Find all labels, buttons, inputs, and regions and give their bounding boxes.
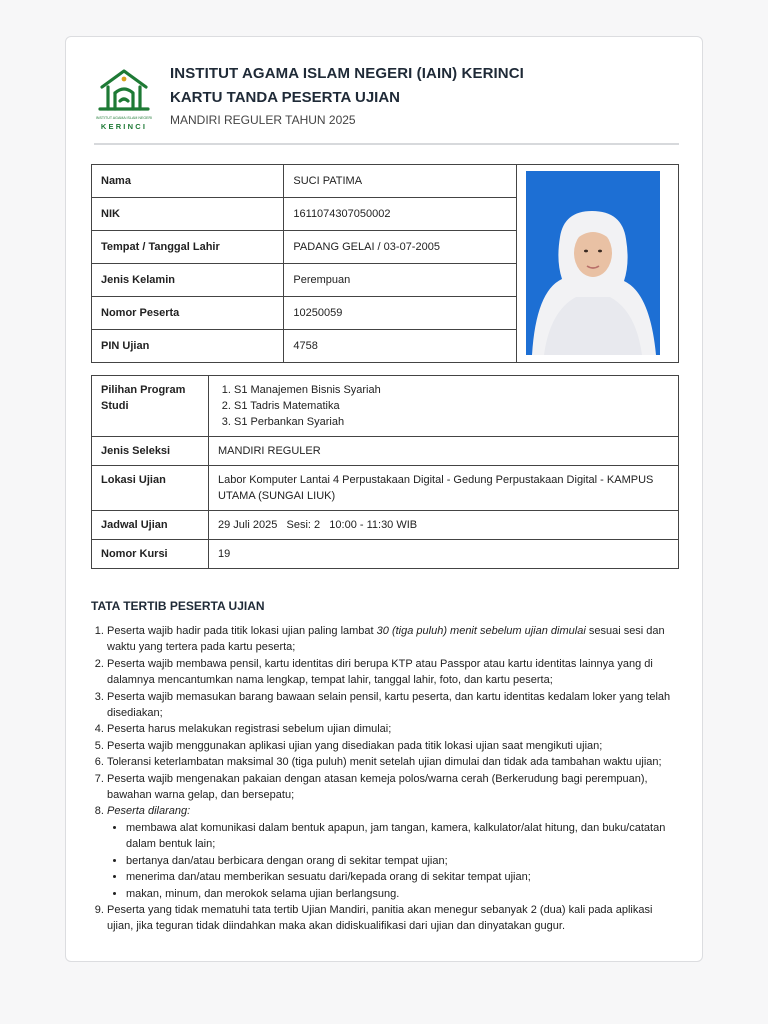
list-item: 7. Peserta wajib mengenakan pakaian dengan atasan kemeja polos/warna cerah (Berkerudung bagi perempuan), bawahan warna gelap, dan bersepatu; (107, 771, 681, 804)
participant-photo (526, 171, 660, 355)
rules-list (91, 623, 681, 935)
list-item (107, 803, 681, 901)
rules-title: TATA TERTIB PESERTA UJIAN (91, 599, 265, 613)
field-value: PADANG GELAI / 03-07-2005 (284, 231, 517, 264)
photo-cell (517, 165, 679, 363)
logo-small-text: INSTITUT AGAMA ISLAM NEGERI (95, 116, 153, 120)
list-item: 2. Peserta wajib membawa pensil, kartu identitas diri berupa KTP atau Passpor atau kartu identitas lainnya yang di dalamnya mencantumkan nama lengkap, tempat lahir, tanggal lahir, foto, dan kartu peserta; (107, 656, 681, 689)
list-item: 5. Peserta wajib menggunakan aplikasi ujian yang disediakan pada titik lokasi ujian saat mengikuti ujian; (107, 738, 681, 754)
field-value: 19 (209, 540, 679, 569)
list-item: 1. S1 Manajemen Bisnis Syariah (234, 382, 669, 398)
field-label: Nama (92, 165, 284, 198)
institution-title: INSTITUT AGAMA ISLAM NEGERI (IAIN) KERINCI (170, 65, 524, 82)
table-row (92, 540, 679, 569)
card-header (94, 61, 679, 145)
table-row (92, 376, 679, 437)
table-row (92, 165, 679, 198)
list-item: 2. S1 Tadris Matematika (234, 398, 669, 414)
field-label: Jenis Kelamin (92, 264, 284, 297)
rule-emphasis: 30 (tiga puluh) menit sebelum ujian dimulai (376, 625, 586, 637)
list-item: • membawa alat komunikasi dalam bentuk apapun, jam tangan, kamera, kalkulator/alat hitung, dan buku/catatan dalam bentuk lain; (126, 820, 681, 853)
prohibited-list (107, 820, 681, 902)
list-item: 3. S1 Perbankan Syariah (234, 414, 669, 430)
program-list (218, 382, 669, 430)
rule-text: sesuai sesi dan waktu yang tertera pada kartu peserta; (107, 625, 665, 654)
rule-text: Peserta wajib hadir pada titik lokasi ujian paling lambat (107, 625, 377, 637)
field-label: Pilihan Program Studi (92, 376, 209, 437)
iain-kerinci-logo (94, 65, 154, 131)
card-title: KARTU TANDA PESERTA UJIAN (170, 89, 401, 106)
list-item (107, 623, 681, 656)
list-item: • makan, minum, dan merokok selama ujian berlangsung. (126, 886, 681, 902)
identity-table (91, 164, 679, 363)
list-item: • bertanya dan/atau berbicara dengan orang di sekitar tempat ujian; (126, 853, 681, 869)
list-item: 9. Peserta yang tidak mematuhi tata tertib Ujian Mandiri, panitia akan menegur sebanyak 2 (dua) kali pada aplikasi ujian, jika teguran tidak diindahkan maka akan didiskualifikasi dari ujian dan dinyatakan gugur. (107, 902, 681, 935)
field-value: Perempuan (284, 264, 517, 297)
field-label: Tempat / Tanggal Lahir (92, 231, 284, 264)
field-value: Labor Komputer Lantai 4 Perpustakaan Digital - Gedung Perpustakaan Digital - KAMPUS UTAMA (SUNGAI LIUK) (209, 466, 679, 511)
field-value: MANDIRI REGULER (209, 437, 679, 466)
logo-kerinci-text: KERINCI (100, 122, 148, 131)
field-label: Jenis Seleksi (92, 437, 209, 466)
field-value: SUCI PATIMA (284, 165, 517, 198)
field-value: 10250059 (284, 297, 517, 330)
rule-emphasis: Peserta dilarang: (107, 805, 191, 818)
field-label: PIN Ujian (92, 330, 284, 363)
portrait-image (526, 171, 660, 355)
card-subtitle: MANDIRI REGULER TAHUN 2025 (170, 113, 356, 127)
list-item: 3. Peserta wajib memasukan barang bawaan selain pensil, kartu peserta, dan kartu identitas kedalam loker yang telah disediakan; (107, 689, 681, 722)
field-value (209, 376, 679, 437)
list-item: 6. Toleransi keterlambatan maksimal 30 (tiga puluh) menit setelah ujian dimulai dan tidak ada tambahan waktu ujian; (107, 754, 681, 770)
field-label: Lokasi Ujian (92, 466, 209, 511)
field-label: Nomor Kursi (92, 540, 209, 569)
list-item: 4. Peserta harus melakukan registrasi sebelum ujian dimulai; (107, 721, 681, 737)
exam-card (65, 36, 703, 962)
table-row (92, 437, 679, 466)
field-label: NIK (92, 198, 284, 231)
table-row (92, 466, 679, 511)
exam-table (91, 375, 679, 569)
list-item: • menerima dan/atau memberikan sesuatu dari/kepada orang di sekitar tempat ujian; (126, 869, 681, 885)
field-label: Jadwal Ujian (92, 511, 209, 540)
field-value: 29 Juli 2025 Sesi: 2 10:00 - 11:30 WIB (209, 511, 679, 540)
table-row (92, 511, 679, 540)
field-value: 4758 (284, 330, 517, 363)
field-value: 1611074307050002 (284, 198, 517, 231)
field-label: Nomor Peserta (92, 297, 284, 330)
